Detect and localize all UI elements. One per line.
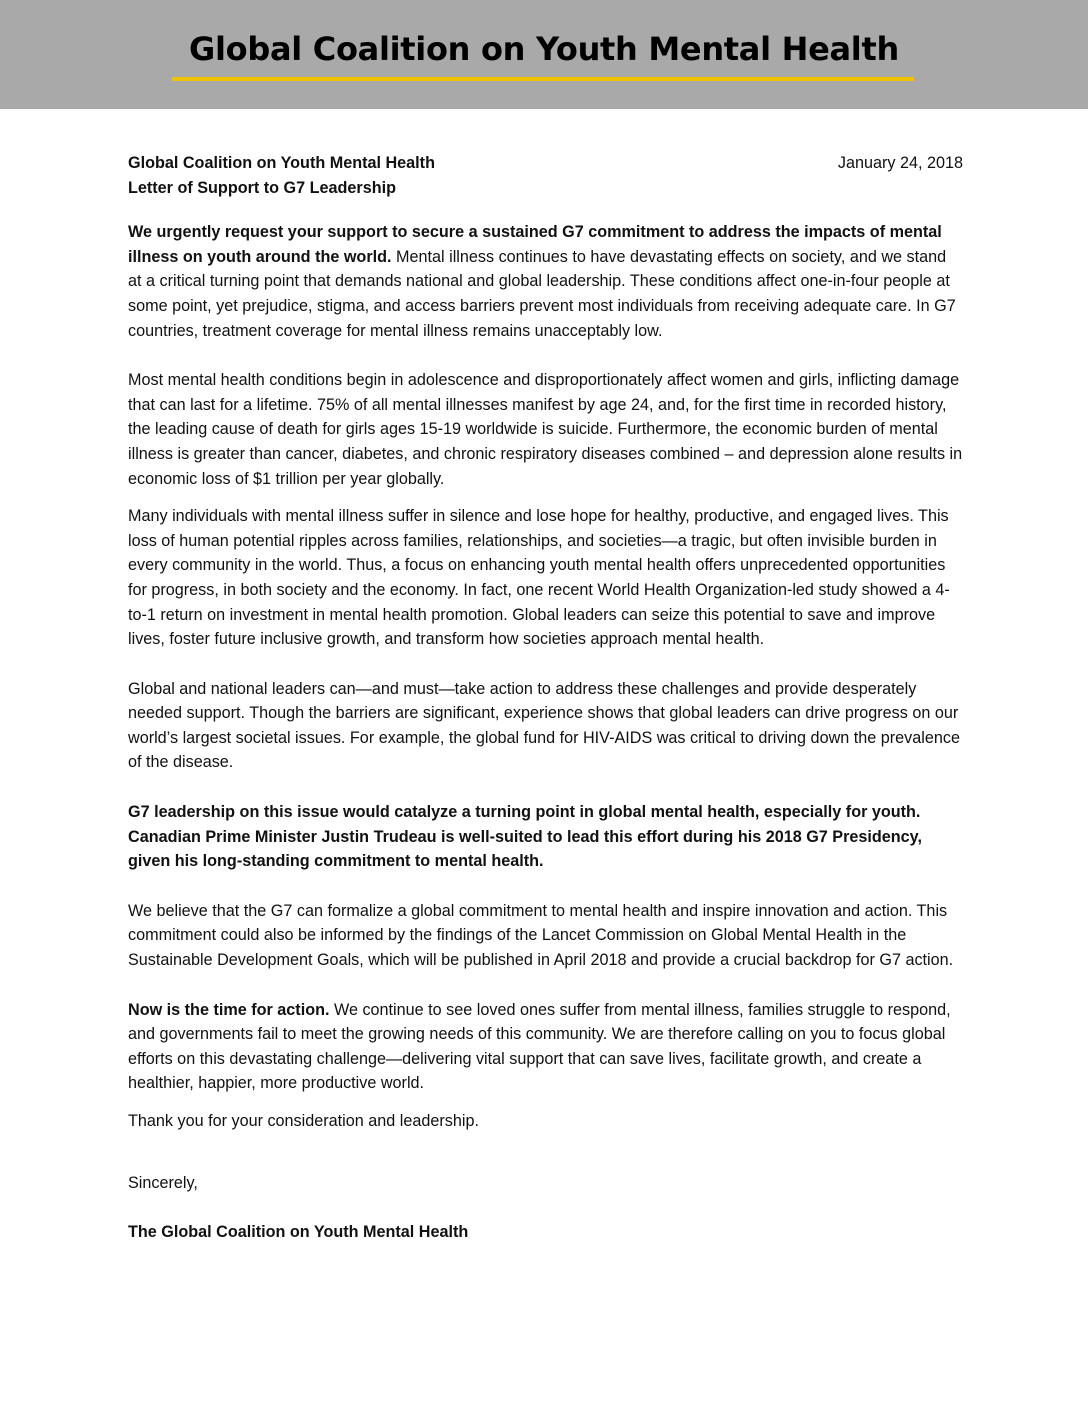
paragraph-7	[128, 998, 963, 1096]
letter-heading	[128, 151, 435, 200]
letter-body	[128, 151, 963, 1245]
letter-date: January 24, 2018	[837, 154, 963, 172]
banner-title: Global Coalition on Youth Mental Health	[189, 30, 899, 68]
paragraph-8: Thank you for your consideration and leadership.	[128, 1112, 479, 1130]
paragraph-1-text: Mental illness continues to have devastating effects on society, and we stand at a critical turning point that demands national and global leadership. These conditions affect one-in-four people at some point, yet prejudice, stigma, and access barriers prevent most individuals from receiving adequate care. In G7 countries, treatment coverage for mental illness remains unacceptably low.	[128, 247, 956, 340]
header-banner	[0, 0, 1088, 109]
paragraph-5: G7 leadership on this issue would catalyze a turning point in global mental health, especially for youth. Canadian Prime Minister Justin Trudeau is well-suited to lead this effort during his 2018 G7 Presidency, given his long-standing commitment to mental health.	[128, 803, 922, 871]
closing-salutation: Sincerely,	[128, 1173, 198, 1192]
paragraph-7-text: We continue to see loved ones suffer from mental illness, families struggle to respond, and governments fail to meet the growing needs of this community. We are therefore calling on you to focus global efforts on this devastating challenge—delivering vital support that can save lives, facilitate growth, and create a healthier, happier, more productive world.	[128, 1000, 951, 1093]
paragraph-2: Most mental health conditions begin in adolescence and disproportionately affect women and girls, inflicting damage that can last for a lifetime. 75% of all mental illnesses manifest by age 24, and, for the first time in recorded history, the leading cause of death for girls ages 15-19 worldwide is suicide. Furthermore, the economic burden of mental illness is greater than cancer, diabetes, and chronic respiratory diseases combined – and depression alone results in economic loss of $1 trillion per year globally.	[128, 371, 963, 488]
paragraph-6: We believe that the G7 can formalize a global commitment to mental health and inspire innovation and action. This commitment could also be informed by the findings of the Lancet Commission on Global Mental Health in the Sustainable Development Goals, which will be published in April 2018 and provide a crucial backdrop for G7 action.	[128, 901, 954, 970]
paragraph-3: Many individuals with mental illness suffer in silence and lose hope for healthy, productive, and engaged lives. This loss of human potential ripples across families, relationships, and societies—a tragic, but often invisible burden in every community in the world. Thus, a focus on enhancing youth mental health offers unprecedented opportunities for progress, in both society and the economy. In fact, one recent World Health Organization-led study showed a 4-to-1 return on investment in mental health promotion. Global leaders can seize this potential to save and improve lives, foster future inclusive growth, and transform how societies approach mental health.	[128, 507, 950, 649]
letter-subject: Letter of Support to G7 Leadership	[128, 178, 397, 197]
paragraph-1-lead: We urgently request your support to secure a sustained G7 commitment to address the impacts of mental illness on youth around the world.	[128, 223, 942, 266]
letter-org-name: Global Coalition on Youth Mental Health	[128, 154, 435, 172]
letter-header	[128, 151, 963, 200]
paragraph-7-lead: Now is the time for action.	[128, 1000, 330, 1019]
paragraph-1	[128, 220, 963, 343]
closing-signature: The Global Coalition on Youth Mental Health	[128, 1223, 469, 1242]
banner-accent-rule	[172, 77, 914, 81]
paragraph-4: Global and national leaders can—and must—take action to address these challenges and provide desperately needed support. Though the barriers are significant, experience shows that global leaders can drive progress on our world’s largest societal issues. For example, the global fund for HIV-AIDS was critical to driving down the prevalence of the disease.	[128, 679, 960, 772]
